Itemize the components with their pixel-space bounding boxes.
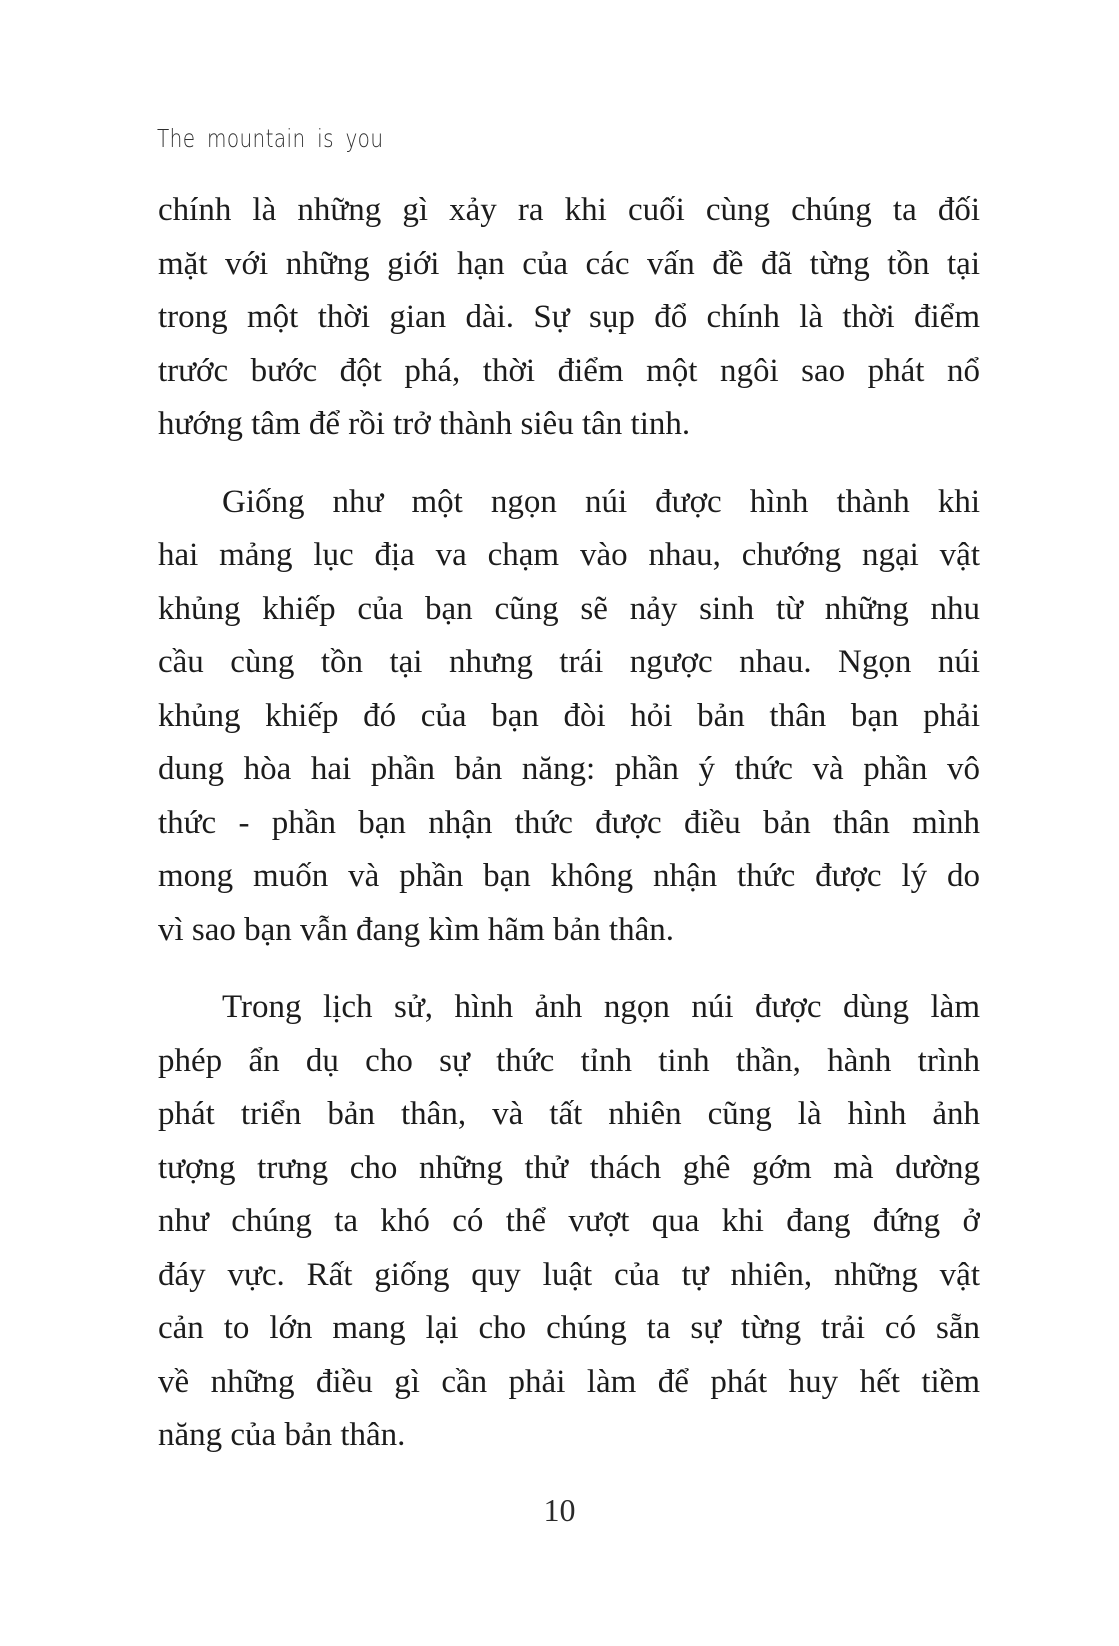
text-line: dung hòa hai phần bản năng: phần ý thức và phần vô [158, 751, 980, 787]
text-line: hai mảng lục địa va chạm vào nhau, chướng ngại vật [158, 537, 980, 573]
paragraph [158, 184, 980, 452]
text-line: cầu cùng tồn tại nhưng trái ngược nhau. Ngọn núi [158, 644, 980, 680]
text-line: mong muốn và phần bạn không nhận thức được lý do [158, 858, 980, 894]
text-line: Giống như một ngọn núi được hình thành khi [222, 483, 980, 520]
running-header: The mountain is you [157, 124, 384, 153]
text-line: cản to lớn mang lại cho chúng ta sự từng trải có sẵn [158, 1310, 980, 1346]
body-text [158, 184, 980, 1463]
page-number: 10 [543, 1492, 576, 1528]
text-line: trước bước đột phá, thời điểm một ngôi sao phát nổ [158, 352, 980, 389]
text-line: hướng tâm để rồi trở thành siêu tân tinh. [158, 406, 691, 442]
text-line: đáy vực. Rất giống quy luật của tự nhiên, những vật [158, 1256, 980, 1293]
text-line: như chúng ta khó có thể vượt qua khi đang đứng ở [158, 1203, 980, 1239]
text-line: Trong lịch sử, hình ảnh ngọn núi được dùng làm [222, 989, 980, 1025]
text-line: khủng khiếp của bạn cũng sẽ nảy sinh từ những nhu [158, 590, 980, 627]
text-line: mặt với những giới hạn của các vấn đề đã từng tồn tại [158, 245, 980, 282]
paragraph [158, 476, 980, 958]
text-line: vì sao bạn vẫn đang kìm hãm bản thân. [158, 911, 674, 948]
text-line: khủng khiếp đó của bạn đòi hỏi bản thân bạn phải [158, 697, 980, 734]
text-line: tượng trưng cho những thử thách ghê gớm mà dường [158, 1149, 980, 1186]
text-line: trong một thời gian dài. Sự sụp đổ chính là thời điểm [158, 299, 980, 335]
text-line: năng của bản thân. [158, 1417, 406, 1453]
text-line: về những điều gì cần phải làm để phát huy hết tiềm [158, 1363, 980, 1400]
paragraph [158, 981, 980, 1463]
text-line: chính là những gì xảy ra khi cuối cùng chúng ta đối [158, 192, 980, 228]
text-line: thức - phần bạn nhận thức được điều bản thân mình [158, 804, 980, 841]
text-line: phép ẩn dụ cho sự thức tỉnh tinh thần, hành trình [158, 1042, 980, 1079]
text-line: phát triển bản thân, và tất nhiên cũng là hình ảnh [158, 1096, 980, 1132]
